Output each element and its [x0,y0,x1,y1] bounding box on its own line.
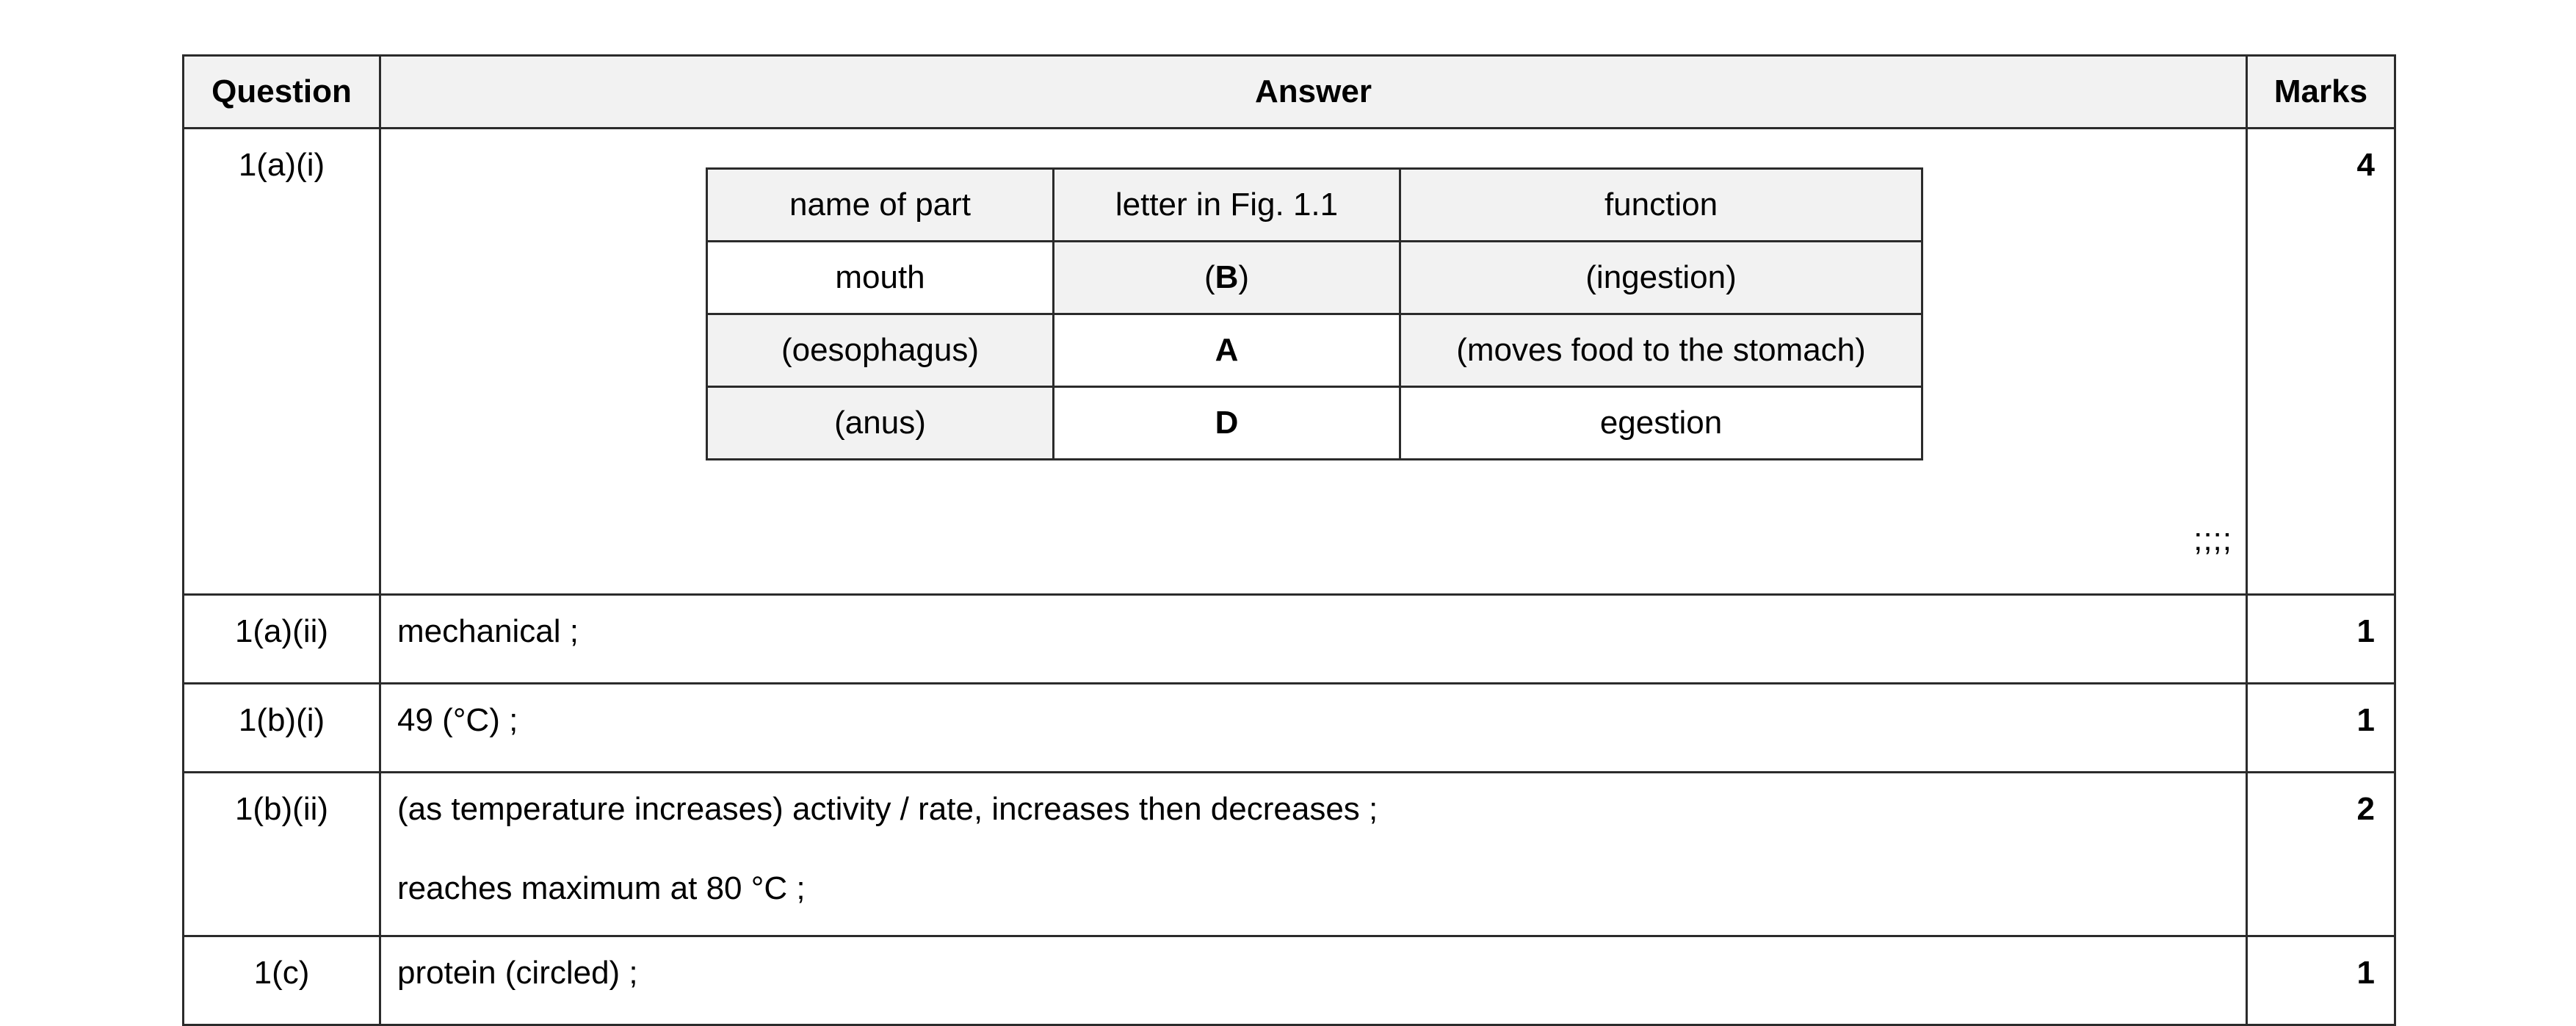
part-name: (oesophagus) [707,314,1054,387]
mark-points: ;;;; [2193,521,2232,557]
part-function: (ingestion) [1400,242,1922,314]
table-row [184,936,2395,1025]
answer-cell [380,129,2247,595]
marks-cell: 2 [2247,773,2395,936]
part-name: (anus) [707,387,1054,460]
answer-header: Answer [380,56,2247,129]
answer-text: 49 (°C) ; [397,702,518,738]
parts-header-name: name of part [707,169,1054,242]
question-cell: 1(c) [184,936,380,1025]
question-header: Question [184,56,380,129]
part-name: mouth [707,242,1054,314]
answer-text: protein (circled) ; [397,955,638,991]
answer-cell [380,936,2247,1025]
question-cell: 1(b)(i) [184,684,380,773]
marks-cell: 1 [2247,684,2395,773]
parts-header-letter: letter in Fig. 1.1 [1054,169,1400,242]
part-letter: D [1054,387,1400,460]
question-cell: 1(a)(ii) [184,595,380,684]
question-cell: 1(b)(ii) [184,773,380,936]
answer-text: (as temperature increases) activity / rate, increases then decreases ; [397,791,1378,827]
answer-text: mechanical ; [397,613,579,649]
part-function: egestion [1400,387,1922,460]
table-row [184,595,2395,684]
answer-cell [380,684,2247,773]
part-function: (moves food to the stomach) [1400,314,1922,387]
table-row [184,773,2395,936]
part-letter: (B) [1054,242,1400,314]
parts-row [707,314,1922,387]
answer-cell [380,773,2247,936]
parts-table [706,167,1923,460]
marks-cell: 1 [2247,936,2395,1025]
answer-cell [380,595,2247,684]
question-cell: 1(a)(i) [184,129,380,595]
marks-cell: 1 [2247,595,2395,684]
table-row [184,129,2395,595]
marks-header: Marks [2247,56,2395,129]
answer-inner-wrap [381,129,2246,564]
mark-scheme-table [182,54,2396,1026]
parts-row [707,242,1922,314]
part-letter: A [1054,314,1400,387]
parts-header-row [707,169,1922,242]
parts-row [707,387,1922,460]
marks-cell: 4 [2247,129,2395,595]
header-row [184,56,2395,129]
answer-text: reaches maximum at 80 °C ; [397,870,806,906]
parts-header-function: function [1400,169,1922,242]
table-row [184,684,2395,773]
